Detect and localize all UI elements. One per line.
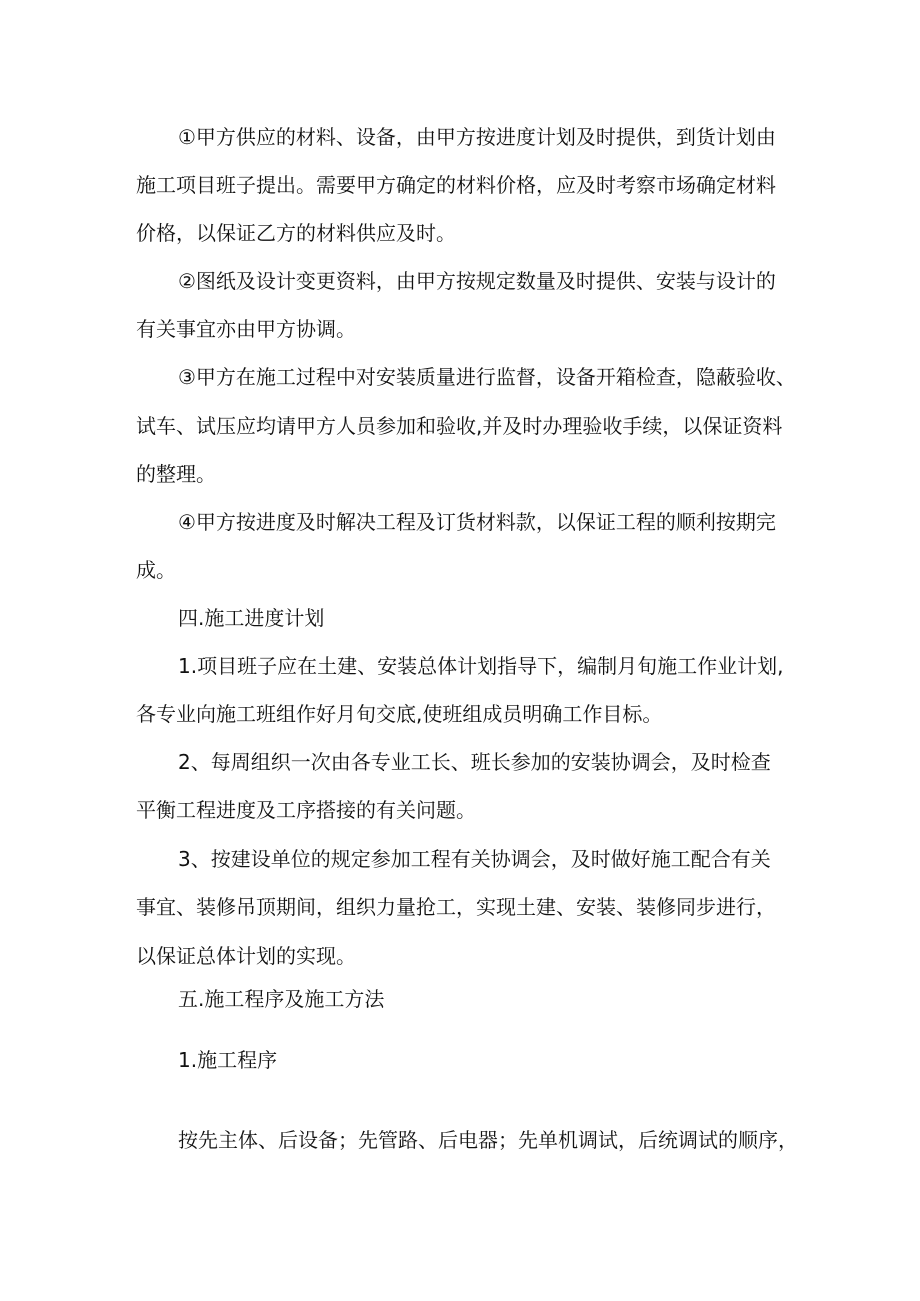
text-line: 有关事宜亦由甲方协调。 [136, 317, 356, 341]
text-line: 按先主体、后设备；先管路、后电器；先单机调试，后统调试的顺序， [178, 1128, 798, 1152]
section-heading-schedule: 四.施工进度计划 [178, 606, 325, 630]
text-line: 事宜、装修吊顶期间，组织力量抢工，实现土建、安装、装修同步进行， [136, 895, 776, 919]
text-line: 施工项目班子提出。需要甲方确定的材料价格，应及时考察市场确定材料 [136, 173, 776, 197]
text-line: 2、每周组织一次由各专业工长、班长参加的安装协调会，及时检查 [178, 750, 771, 774]
text-line: 1.项目班子应在土建、安装总体计划指导下，编制月旬施工作业计划, [178, 654, 784, 678]
subsection-heading-procedure: 1.施工程序 [178, 1048, 278, 1072]
text-line: ②图纸及设计变更资料，由甲方按规定数量及时提供、安装与设计的 [178, 269, 776, 293]
section-heading-procedure: 五.施工程序及施工方法 [178, 987, 385, 1011]
text-line: 价格，以保证乙方的材料供应及时。 [136, 221, 456, 245]
text-line: 各专业向施工班组作好月旬交底,使班组成员明确工作目标。 [136, 702, 663, 726]
text-line: ①甲方供应的材料、设备，由甲方按进度计划及时提供，到货计划由 [178, 125, 776, 149]
text-line: 试车、试压应均请甲方人员参加和验收,并及时办理验收手续，以保证资料 [136, 414, 783, 438]
text-line: 成。 [136, 558, 176, 582]
text-line: 平衡工程进度及工序搭接的有关问题。 [136, 798, 476, 822]
text-line: ④甲方按进度及时解决工程及订货材料款，以保证工程的顺利按期完 [178, 510, 776, 534]
text-line: 3、按建设单位的规定参加工程有关协调会，及时做好施工配合有关 [178, 847, 771, 871]
text-line: 的整理。 [136, 462, 216, 486]
text-line: ③甲方在施工过程中对安装质量进行监督，设备开箱检查，隐蔽验收、 [178, 365, 796, 389]
text-line: 以保证总体计划的实现。 [136, 944, 356, 968]
